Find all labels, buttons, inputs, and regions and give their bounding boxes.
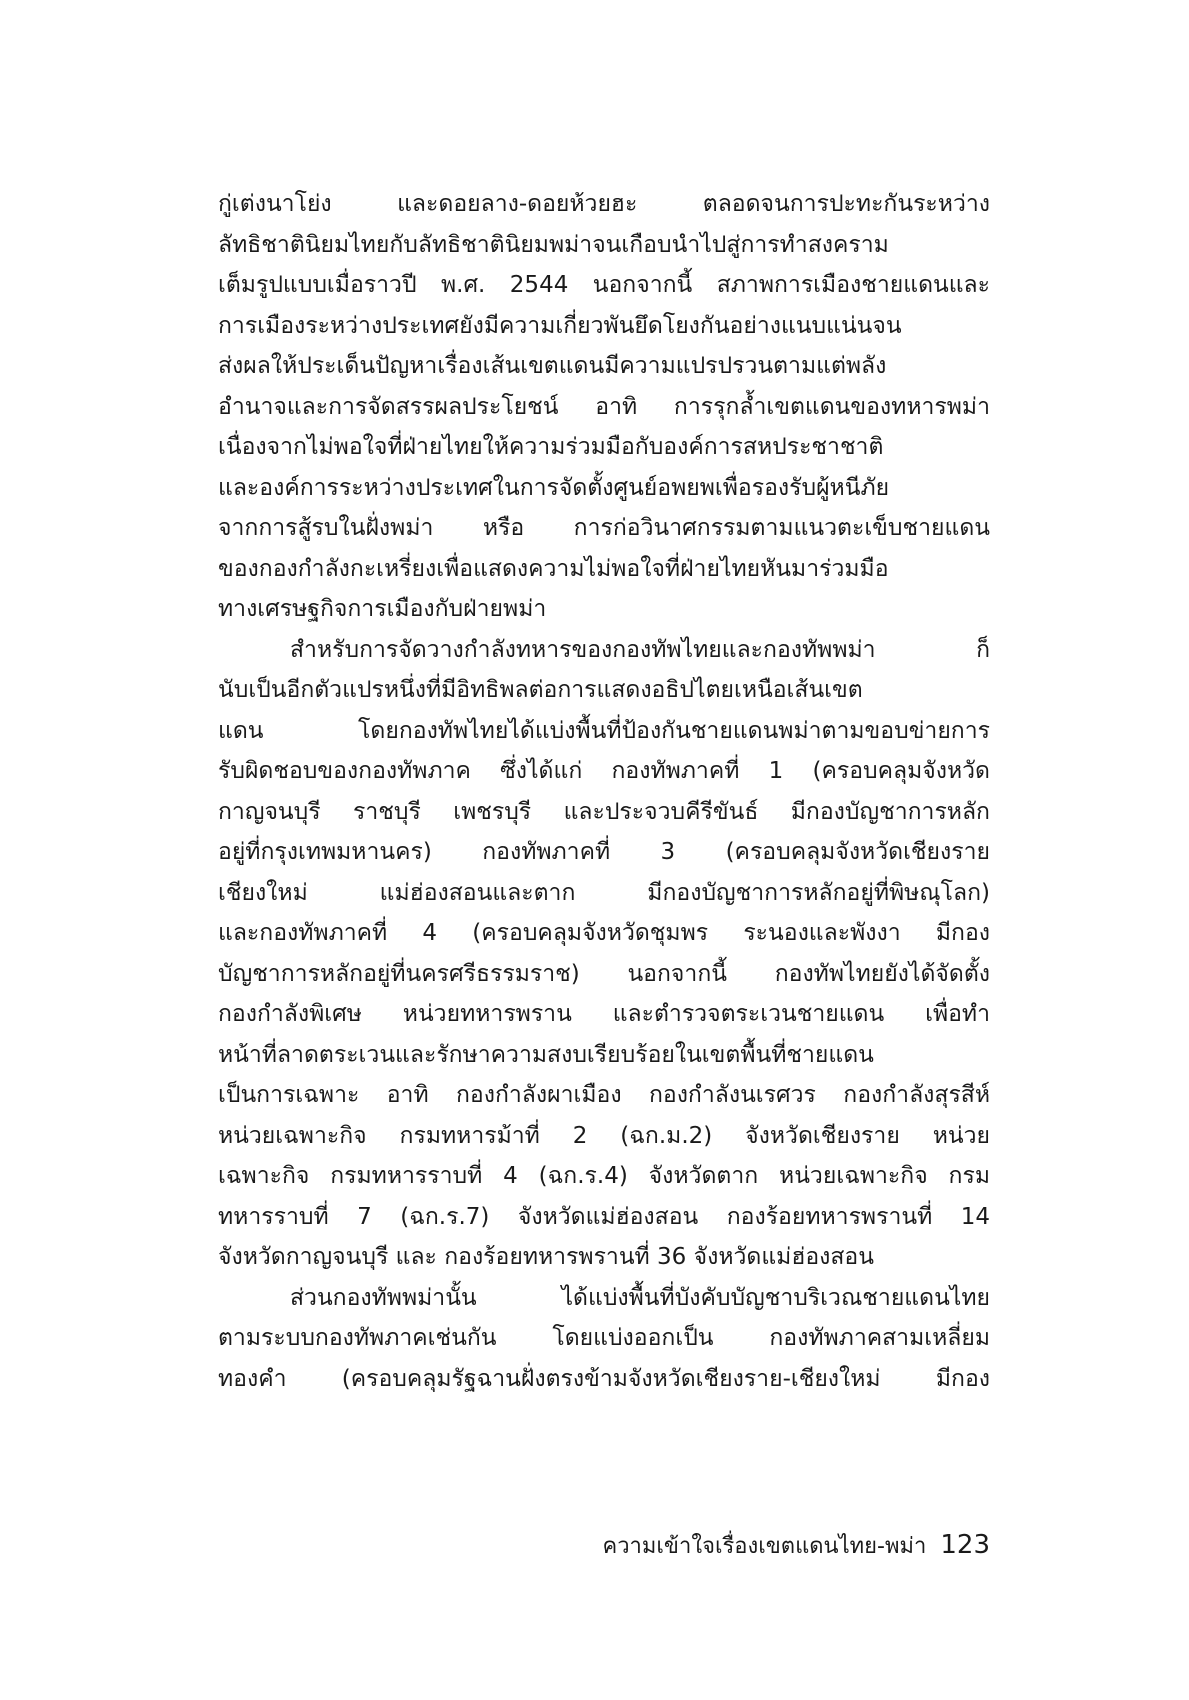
text-line: อยู่ที่กรุงเทพมหานคร) กองทัพภาคที่ 3 (ครอบคลุมจังหวัดเชียงราย xyxy=(218,839,990,865)
paragraph-first-line: สำหรับการจัดวางกำลังทหารของกองทัพไทยและกองทัพพม่า ก็ xyxy=(290,636,990,663)
text-line: ตามระบบกองทัพภาคเช่นกัน โดยแบ่งออกเป็น กองทัพภาคสามเหลี่ยม xyxy=(218,1325,990,1351)
running-title: ความเข้าใจเรื่องเขตแดนไทย-พม่า xyxy=(602,1534,927,1559)
text-line: นับเป็นอีกตัวแปรหนึ่งที่มีอิทธิพลต่อการแสดงอธิปไตยเหนือเส้นเขต xyxy=(218,677,863,703)
text-line: รับผิดชอบของกองทัพภาค ซึ่งได้แก่ กองทัพภาคที่ 1 (ครอบคลุมจังหวัด xyxy=(218,758,990,784)
text-line: หน้าที่ลาดตระเวนและรักษาความสงบเรียบร้อยในเขตพื้นที่ชายแดน xyxy=(218,1041,874,1068)
text-line: การเมืองระหว่างประเทศยังมีความเกี่ยวพันยึดโยงกันอย่างแนบแน่นจน xyxy=(218,312,902,339)
text-line: เฉพาะกิจ กรมทหารราบที่ 4 (ฉก.ร.4) จังหวัดตาก หน่วยเฉพาะกิจ กรม xyxy=(218,1163,990,1189)
text-line: แดน โดยกองทัพไทยได้แบ่งพื้นที่ป้องกันชายแดนพม่าตามขอบข่ายการ xyxy=(218,717,990,744)
text-line: เต็มรูปแบบเมื่อราวปี พ.ศ. 2544 นอกจากนี้ สภาพการเมืองชายแดนและ xyxy=(218,272,990,298)
text-line: กองกำลังพิเศษ หน่วยทหารพราน และตำรวจตระเวนชายแดน เพื่อทำ xyxy=(218,1001,990,1027)
text-line: ลัทธิชาตินิยมไทยกับลัทธิชาตินิยมพม่าจนเกือบนำไปสู่การทำสงคราม xyxy=(218,231,889,258)
text-line: หน่วยเฉพาะกิจ กรมทหารม้าที่ 2 (ฉก.ม.2) จังหวัดเชียงราย หน่วย xyxy=(218,1122,990,1149)
text-line: ของกองกำลังกะเหรี่ยงเพื่อแสดงความไม่พอใจที่ฝ่ายไทยหันมาร่วมมือ xyxy=(218,555,889,582)
text-line: และองค์การระหว่างประเทศในการจัดตั้งศูนย์อพยพเพื่อรองรับผู้หนีภัย xyxy=(218,474,890,501)
text-line: กาญจนบุรี ราชบุรี เพชรบุรี และประจวบคีรีขันธ์ มีกองบัญชาการหลัก xyxy=(218,798,990,825)
text-line: จากการสู้รบในฝั่งพม่า หรือ การก่อวินาศกรรมตามแนวตะเข็บชายแดน xyxy=(218,515,990,541)
text-line: กู่เต่งนาโย่ง และดอยลาง-ดอยห้วยฮะ ตลอดจนการปะทะกันระหว่าง xyxy=(218,191,990,217)
text-line: และกองทัพภาคที่ 4 (ครอบคลุมจังหวัดชุมพร ระนองและพังงา มีกอง xyxy=(218,920,990,946)
text-line: เป็นการเฉพาะ อาทิ กองกำลังผาเมือง กองกำลังนเรศวร กองกำลังสุรสีห์ xyxy=(218,1082,990,1108)
page-footer xyxy=(560,1528,990,1563)
text-line: ทองคำ (ครอบคลุมรัฐฉานฝั่งตรงข้ามจังหวัดเชียงราย-เชียงใหม่ มีกอง xyxy=(218,1365,990,1392)
body-text xyxy=(218,184,990,1399)
paragraph-first-line: ส่วนกองทัพพม่านั้น ได้แบ่งพื้นที่บังคับบัญชาบริเวณชายแดนไทย xyxy=(290,1284,990,1311)
page-number: 123 xyxy=(940,1530,990,1560)
text-line: ส่งผลให้ประเด็นปัญหาเรื่องเส้นเขตแดนมีความแปรปรวนตามแต่พลัง xyxy=(218,353,887,379)
text-line: เชียงใหม่ แม่ฮ่องสอนและตาก มีกองบัญชาการหลักอยู่ที่พิษณุโลก) xyxy=(218,879,990,906)
text-line: บัญชาการหลักอยู่ที่นครศรีธรรมราช) นอกจากนี้ กองทัพไทยยังได้จัดตั้ง xyxy=(218,960,990,987)
text-line: เนื่องจากไม่พอใจที่ฝ่ายไทยให้ความร่วมมือกับองค์การสหประชาชาติ xyxy=(218,434,884,460)
text-line: อำนาจและการจัดสรรผลประโยชน์ อาทิ การรุกล้ำเขตแดนของทหารพม่า xyxy=(218,393,990,420)
text-line: ทหารราบที่ 7 (ฉก.ร.7) จังหวัดแม่ฮ่องสอน กองร้อยทหารพรานที่ 14 xyxy=(218,1203,990,1230)
text-line: จังหวัดกาญจนบุรี และ กองร้อยทหารพรานที่ 36 จังหวัดแม่ฮ่องสอน xyxy=(218,1244,874,1270)
text-line: ทางเศรษฐกิจการเมืองกับฝ่ายพม่า xyxy=(218,596,547,622)
